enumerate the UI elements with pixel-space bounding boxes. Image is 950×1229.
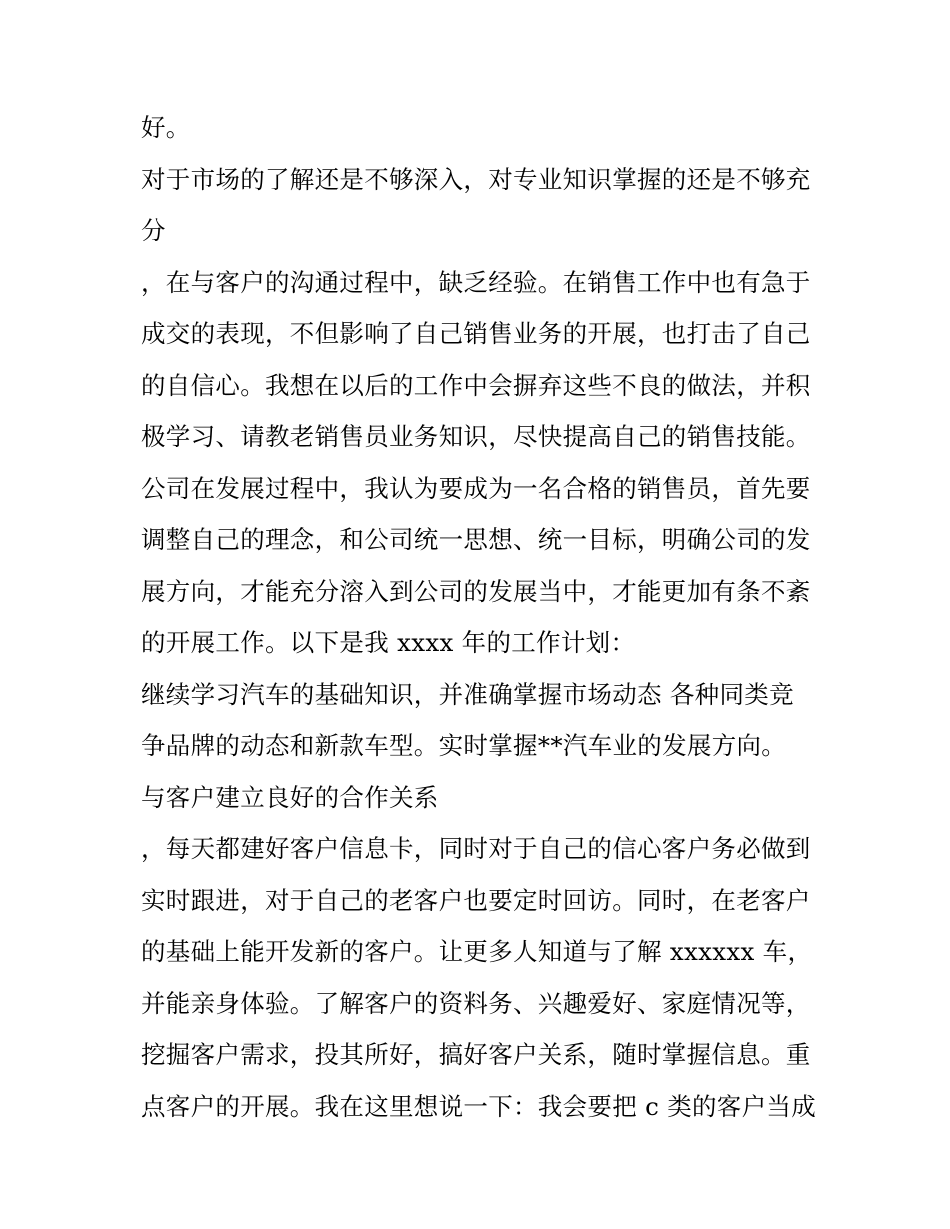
text-line: 的自信心。我想在以后的工作中会摒弃这些不良的做法，并积 <box>141 370 811 400</box>
text-line: ，在与客户的沟通过程中，缺乏经验。在销售工作中也有急于 <box>141 267 811 297</box>
text-line: 展方向，才能充分溶入到公司的发展当中，才能更加有条不紊 <box>141 576 811 606</box>
text-line: 实时跟进，对于自己的老客户也要定时回访。同时，在老客户 <box>141 885 811 915</box>
text-line: 点客户的开展。我在这里想说一下：我会要把 c 类的客户当成 <box>141 1091 816 1121</box>
text-line: 极学习、请教老销售员业务知识，尽快提高自己的销售技能。 <box>141 422 811 451</box>
text-line: 的开展工作。以下是我 xxxx 年的工作计划： <box>141 628 636 657</box>
text-line: 公司在发展过程中，我认为要成为一名合格的销售员，首先要 <box>141 473 811 503</box>
text-line: 分 <box>141 216 166 245</box>
text-line: 对于市场的了解还是不够深入，对专业知识掌握的还是不够充 <box>141 164 811 194</box>
text-line: 调整自己的理念，和公司统一思想、统一目标，明确公司的发 <box>141 525 811 554</box>
text-line: 继续学习汽车的基础知识，并准确掌握市场动态 各种同类竞 <box>141 679 794 709</box>
text-line: 好。 <box>141 113 191 142</box>
text-line: 成交的表现，不但影响了自己销售业务的开展，也打击了自己 <box>141 319 811 348</box>
text-line: 与客户建立良好的合作关系 <box>141 782 439 812</box>
body-text <box>141 105 821 1135</box>
text-line: 并能亲身体验。了解客户的资料务、兴趣爱好、家庭情况等， <box>141 988 811 1018</box>
text-line: 的基础上能开发新的客户。让更多人知道与了解 xxxxxx 车， <box>141 937 813 966</box>
text-line: ，每天都建好客户信息卡，同时对于自己的信心客户务必做到 <box>141 834 811 863</box>
text-line: 争品牌的动态和新款车型。实时掌握**汽车业的发展方向。 <box>141 731 787 760</box>
text-line: 挖掘客户需求，投其所好，搞好客户关系，随时掌握信息。重 <box>141 1040 811 1069</box>
